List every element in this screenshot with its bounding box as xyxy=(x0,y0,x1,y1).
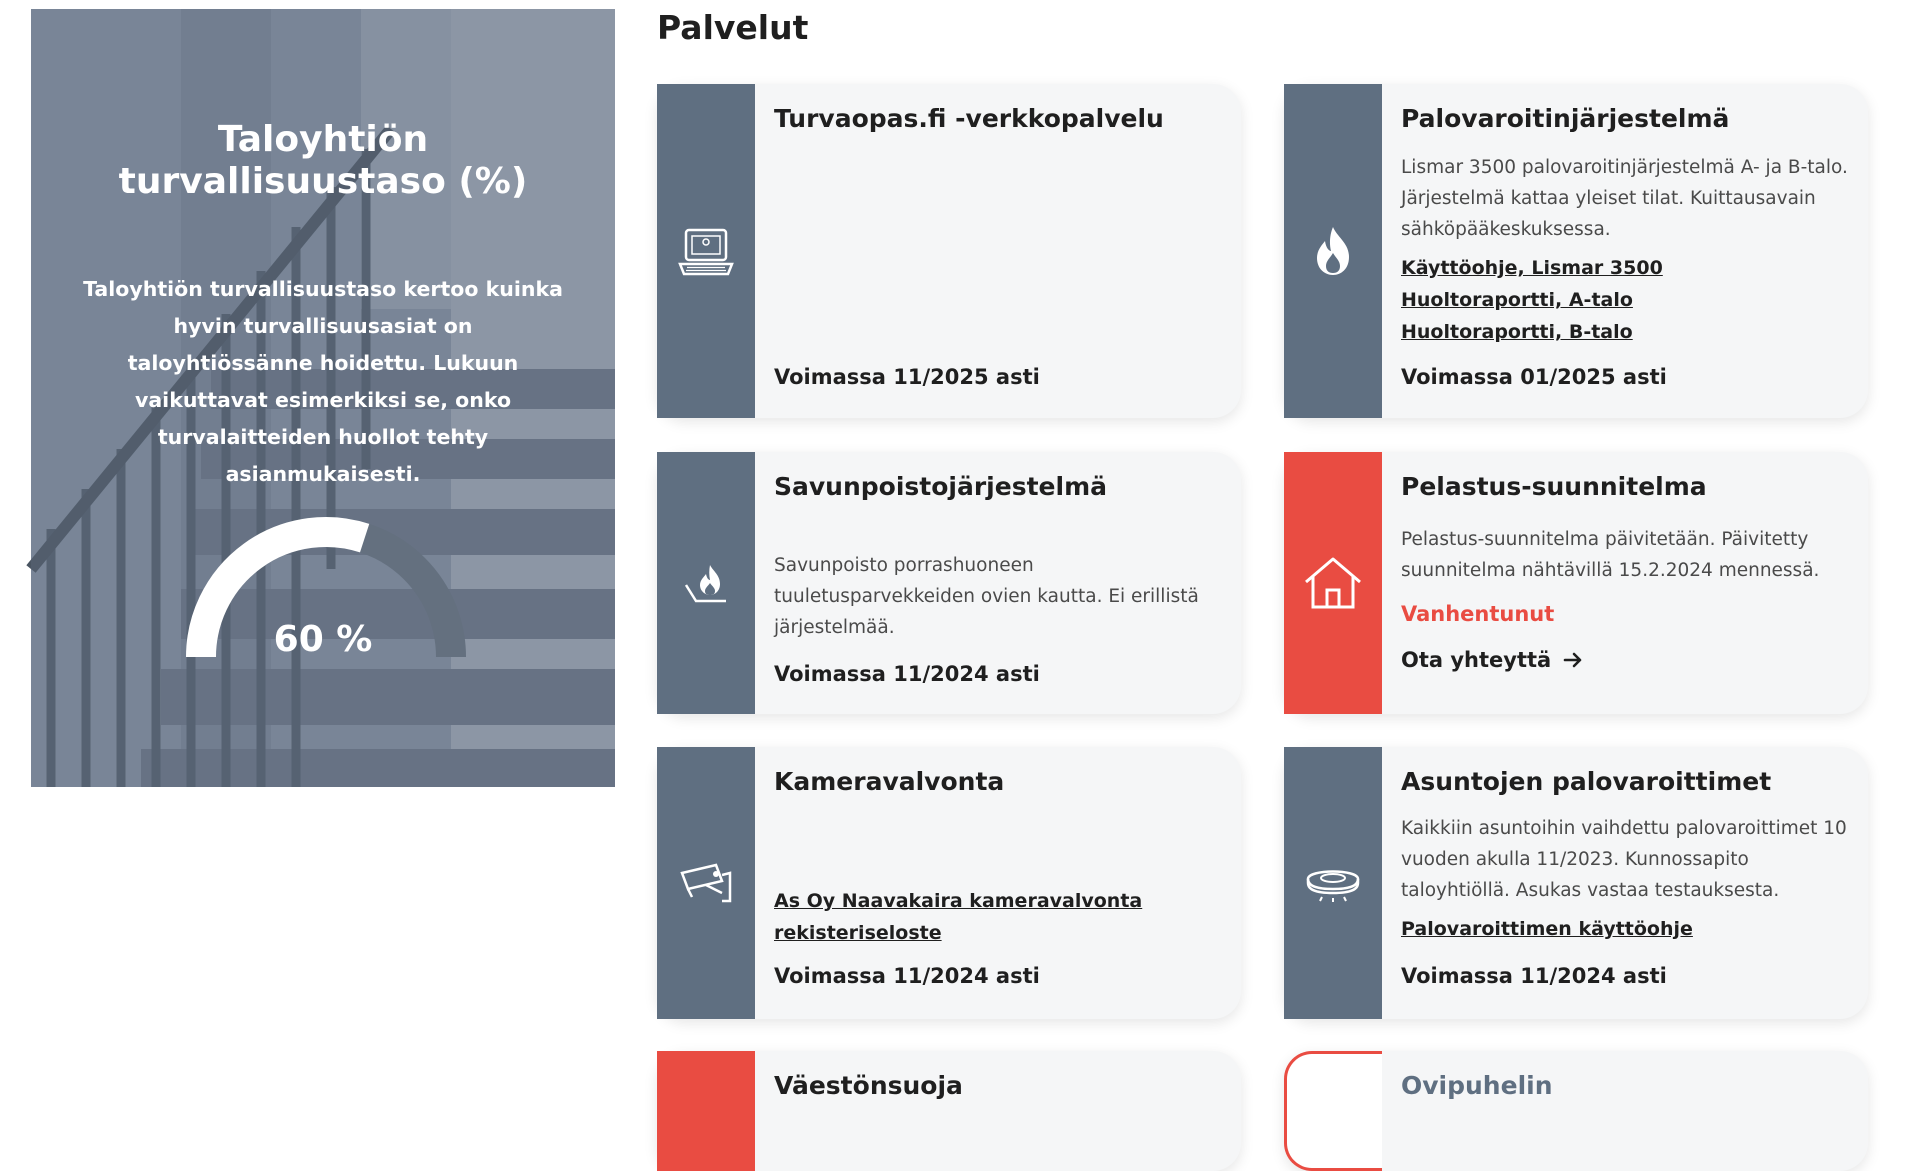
card-body xyxy=(774,747,1221,1019)
card-title: Väestönsuoja xyxy=(774,1071,963,1100)
service-card-ovipuhelin[interactable] xyxy=(1284,1051,1868,1171)
service-card-kameravalvonta[interactable] xyxy=(657,747,1241,1019)
safety-description: Taloyhtiön turvallisuustaso kertoo kuinka hyvin turvallisuusasiat on taloyhtiössänne hoidettu. Lukuun vaikuttavat esimerkiksi se, onko turvalaitteiden huollot tehty asianmukaisesti. xyxy=(83,277,563,486)
card-icon-strip xyxy=(657,747,755,1019)
card-title: Savunpoistojärjestelmä xyxy=(774,472,1107,501)
card-validity: Voimassa 11/2025 asti xyxy=(774,365,1040,389)
card-validity: Voimassa 11/2024 asti xyxy=(1401,964,1667,988)
house-icon xyxy=(1302,554,1364,612)
link-kayttoohje-lismar[interactable]: Käyttöohje, Lismar 3500 xyxy=(1401,257,1663,279)
card-icon-strip xyxy=(1284,747,1382,1019)
arrow-right-icon xyxy=(1563,651,1583,669)
link-kameravalvonta-rekisteriseloste[interactable]: As Oy Naavakaira kameravalvonta rekisteriseloste xyxy=(774,890,1143,944)
card-icon-strip xyxy=(1284,1051,1382,1171)
card-validity: Voimassa 11/2024 asti xyxy=(774,964,1040,988)
card-title: Asuntojen palovaroittimet xyxy=(1401,767,1772,796)
safety-title xyxy=(31,119,615,203)
card-title: Turvaopas.fi -verkkopalvelu xyxy=(774,104,1164,133)
card-body xyxy=(774,84,1221,418)
contact-label: Ota yhteyttä xyxy=(1401,648,1552,672)
service-card-palovaroitinjarjestelma[interactable] xyxy=(1284,84,1868,418)
safety-title-line-2: turvallisuustaso (%) xyxy=(118,161,528,202)
card-validity: Voimassa 11/2024 asti xyxy=(774,662,1040,686)
link-huoltoraportti-a-talo[interactable]: Huoltoraportti, A-talo xyxy=(1401,289,1633,311)
service-card-savunpoisto[interactable] xyxy=(657,452,1241,714)
safety-level-card xyxy=(31,9,615,787)
contact-link[interactable] xyxy=(1401,648,1583,672)
card-icon-strip xyxy=(657,1051,755,1171)
card-icon-strip xyxy=(1284,84,1382,418)
card-icon-strip xyxy=(1284,452,1382,714)
card-links xyxy=(774,885,1221,949)
service-card-asuntojen-palovaroittimet[interactable] xyxy=(1284,747,1868,1019)
card-body xyxy=(1401,84,1848,418)
card-body xyxy=(1401,452,1848,714)
card-icon-strip xyxy=(657,452,755,714)
card-body xyxy=(774,1051,1221,1171)
link-palovaroittimen-kayttoohje[interactable]: Palovaroittimen käyttöohje xyxy=(1401,918,1693,940)
service-card-turvaopas[interactable] xyxy=(657,84,1241,418)
smoke-detector-icon xyxy=(1304,861,1362,905)
service-card-pelastussuunnitelma[interactable] xyxy=(1284,452,1868,714)
services-heading: Palvelut xyxy=(657,8,809,47)
smoke-vent-icon xyxy=(682,559,730,607)
laptop-icon xyxy=(675,220,737,282)
link-huoltoraportti-b-talo[interactable]: Huoltoraportti, B-talo xyxy=(1401,321,1633,343)
safety-percentage-value: 60 % xyxy=(273,619,373,660)
card-body xyxy=(1401,1051,1848,1171)
card-validity: Voimassa 01/2025 asti xyxy=(1401,365,1667,389)
card-title: Ovipuhelin xyxy=(1401,1071,1553,1100)
card-icon-strip xyxy=(657,84,755,418)
card-links xyxy=(1401,913,1848,945)
card-description: Lismar 3500 palovaroitinjärjestelmä A- ja B-talo. Järjestelmä kattaa yleiset tilat. Kuittausavain sähköpääkeskuksessa. xyxy=(1401,157,1848,240)
status-expired: Vanhentunut xyxy=(1401,602,1555,626)
card-title: Kameravalvonta xyxy=(774,767,1005,796)
safety-title-line-1: Taloyhtiön xyxy=(217,119,429,160)
card-description: Kaikkiin asuntoihin vaihdettu palovaroittimet 10 vuoden akulla 11/2023. Kunnossapito taloyhtiöllä. Asukas vastaa testauksesta. xyxy=(1401,818,1847,901)
card-description: Savunpoisto porrashuoneen tuuletusparvekkeiden ovien kautta. Ei erillistä järjestelmää. xyxy=(774,555,1199,638)
card-body xyxy=(1401,747,1848,1019)
card-links xyxy=(1401,252,1848,348)
flame-icon xyxy=(1311,223,1355,279)
card-description: Pelastus-suunnitelma päivitetään. Päivitetty suunnitelma nähtävillä 15.2.2024 mennessä. xyxy=(1401,529,1820,581)
card-title: Palovaroitinjärjestelmä xyxy=(1401,104,1730,133)
camera-icon xyxy=(676,861,736,905)
service-card-vaestonsuoja[interactable] xyxy=(657,1051,1241,1171)
card-title: Pelastus-suunnitelma xyxy=(1401,472,1707,501)
card-body xyxy=(774,452,1221,714)
